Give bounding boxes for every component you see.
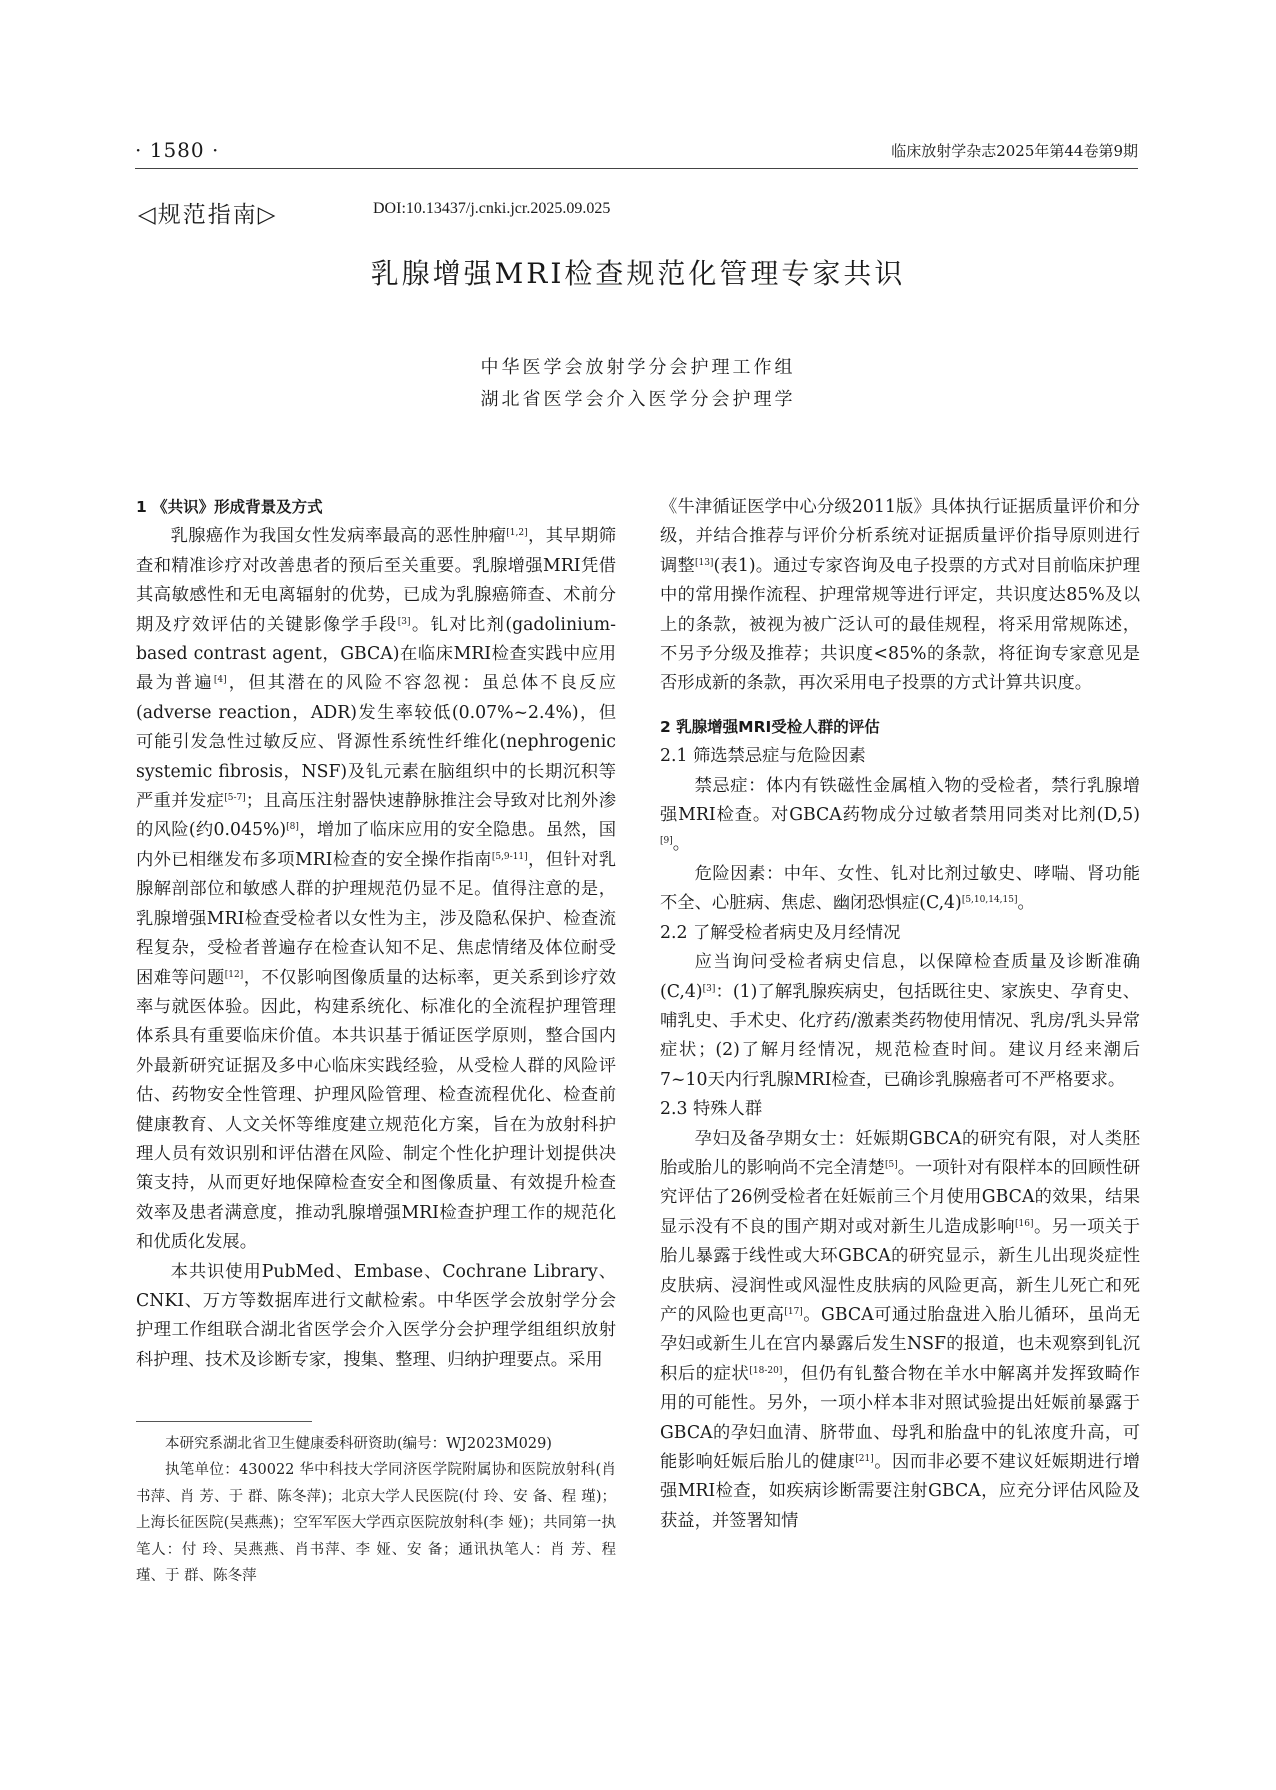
subsection-heading-2-2: 2.2 了解受检者病史及月经情况 [660, 922, 901, 943]
citation: [21] [855, 1454, 874, 1464]
paragraph-methods: 本共识使用PubMed、Embase、Cochrane Library、CNKI、万方等数据库进行文献检索。中华医学会放射学分会护理工作组联合湖北省医学会介入医学分会护理学组组织放射科护理、技术及诊断专家，搜集、整理、归纳护理要点。采用 [136, 1261, 616, 1370]
journal-name: 临床放射学杂志2025年第44卷第9期 [891, 142, 1138, 160]
citation: [3] [397, 616, 411, 627]
section-tag: ◁规范指南▷ [138, 202, 278, 228]
citation: [4] [213, 675, 227, 686]
citation: [3] [702, 983, 716, 994]
citation: [1,2] [506, 528, 528, 539]
paragraph-risk-factors: 危险因素：中年、女性、钆对比剂过敏史、哮喘、肾功能不全、心脏病、焦虑、幽闭恐惧症(C,4)[5,10,14,15]。 [660, 863, 1140, 914]
footnote-funding: 本研究系湖北省卫生健康委科研资助(编号：WJ2023M029) [165, 1436, 552, 1452]
header-rule [135, 168, 1138, 169]
citation: [9] [660, 836, 673, 847]
footnote-affiliations: 执笔单位：430022 华中科技大学同济医学院附属协和医院放射科(肖书萍、肖 芳、于 群、陈冬萍)；北京大学人民医院(付 玲、安 备、程 瑾)；上海长征医院(吴燕燕)；空军军医大学西京医院放射科(李 娅)；共同第一执笔人：付 玲、吴燕燕、肖书萍、李 娅、安 备；通讯执笔人：肖 芳、程 瑾、于 群、陈冬萍 [136, 1462, 616, 1585]
citation: [16] [1015, 1218, 1034, 1229]
doi: DOI:10.13437/j.cnki.jcr.2025.09.025 [373, 200, 611, 217]
citation: [18-20] [749, 1365, 783, 1376]
left-column [136, 493, 616, 1375]
citation: [5,9-11] [491, 851, 528, 862]
section-heading-1: 1 《共识》形成背景及方式 [136, 498, 323, 516]
citation: [17] [784, 1306, 803, 1317]
paragraph-background: 乳腺癌作为我国女性发病率最高的恶性肿瘤[1,2]，其早期筛查和精准诊疗对改善患者的预后至关重要。乳腺增强MRI凭借其高敏感性和无电离辐射的优势，已成为乳腺癌筛查、术前分期及疗效评估的关键影像学手段[3]。钆对比剂(gadolinium-based contrast agent，GBCA)在临床MRI检查实践中应用最为普遍[4]，但其潜在的风险不容忽视：虽总体不良反应(adverse reaction，ADR)发生率较低(0.07%~2.4%)，但可能引发急性过敏反应、肾源性系统性纤维化(nephrogenic systemic fibrosis，NSF)及钆元素在脑组织中的长期沉积等严重并发症[5-7]；且高压注射器快速静脉推注会导致对比剂外渗的风险(约0.045%)[8]，增加了临床应用的安全隐患。虽然，国内外已相继发布多项MRI检查的安全操作指南[5,9-11]，但针对乳腺解剖部位和敏感人群的护理规范仍显不足。值得注意的是，乳腺增强MRI检查受检者以女性为主，涉及隐私保护、检查流程复杂，受检者普遍存在检查认知不足、焦虑情绪及体位耐受困难等问题[12]，不仅影响图像质量的达标率，更关系到诊疗效率与就医体验。因此，构建系统化、标准化的全流程护理管理体系具有重要临床价值。本共识基于循证医学原则，整合国内外最新研究证据及多中心临床实践经验，从受检人群的风险评估、药物安全性管理、护理风险管理、检查流程优化、检查前健康教育、人文关怀等维度建立规范化方案，旨在为放射科护理人员有效识别和评估潜在风险、制定个性化护理计划提供决策支持，从而更好地保障检查安全和图像质量、有效提升检查效率及患者满意度，推动乳腺增强MRI检查护理工作的规范化和优质化发展。 [136, 526, 616, 1253]
author-line-2: 湖北省医学会介入医学分会护理学 [480, 389, 796, 410]
author-block [0, 352, 1276, 416]
paragraph-history: 应当询问受检者病史信息，以保障检查质量及诊断准确(C,4)[3]：(1)了解乳腺疾病史，包括既往史、家族史、孕育史、哺乳史、手术史、化疗药/激素类药物使用情况、乳房/乳头异常症状；(2)了解月经情况，规范检查时间。建议月经来潮后7~10天内行乳腺MRI检查，已确诊乳腺癌者可不严格要求。 [660, 952, 1140, 1090]
article-title: 乳腺增强MRI检查规范化管理专家共识 [370, 257, 906, 290]
citation: [5-7] [224, 793, 246, 804]
citation: [8] [286, 822, 299, 833]
citation: [5] [884, 1159, 898, 1170]
paragraph-grading: 《牛津循证医学中心分级2011版》具体执行证据质量评价和分级，并结合推荐与评价分析系统对证据质量评价指导原则进行调整[13](表1)。通过专家咨询及电子投票的方式对目前临床护理中的常用操作流程、护理常规等进行评定，共识度达85%及以上的条款，被视为被广泛认可的最佳规程，将采用常规陈述，不另予分级及推荐；共识度<85%的条款，将征询专家意见是否形成新的条款，再次采用电子投票的方式计算共识度。 [660, 497, 1140, 694]
section-heading-2: 2 乳腺增强MRI受检人群的评估 [660, 717, 880, 736]
citation: [5,10,14,15] [961, 895, 1018, 906]
citation: [13] [694, 557, 714, 568]
subsection-heading-2-1: 2.1 筛选禁忌症与危险因素 [660, 746, 866, 767]
running-head [135, 138, 1138, 166]
footnote-rule [136, 1421, 312, 1422]
citation: [12] [224, 969, 244, 980]
right-column [660, 493, 1140, 1536]
page-number: · 1580 · [135, 138, 220, 162]
author-line-1: 中华医学会放射学分会护理工作组 [480, 357, 796, 378]
subsection-heading-2-3: 2.3 特殊人群 [660, 1099, 763, 1120]
paragraph-pregnancy: 孕妇及备孕期女士：妊娠期GBCA的研究有限，对人类胚胎或胎儿的影响尚不完全清楚[5]。一项针对有限样本的回顾性研究评估了26例受检者在妊娠前三个月使用GBCA的效果，结果显示没有不良的围产期对或对新生儿造成影响[16]。另一项关于胎儿暴露于线性或大环GBCA的研究显示，新生儿出现炎症性皮肤病、浸润性或风湿性皮肤病的风险更高，新生儿死亡和死产的风险也更高[17]。GBCA可通过胎盘进入胎儿循环，虽尚无孕妇或新生儿在宫内暴露后发生NSF的报道，也未观察到钆沉积后的症状[18-20]，但仍有钆螯合物在羊水中解离并发挥致畸作用的可能性。另外，一项小样本非对照试验提出妊娠前暴露于GBCA的孕妇血清、脐带血、母乳和胎盘中的钆浓度升高，可能影响妊娠后胎儿的健康[21]。因而非必要不建议妊娠期进行增强MRI检查，如疾病诊断需要注射GBCA，应充分评估风险及获益，并签署知情 [660, 1128, 1140, 1531]
paragraph-contraindication: 禁忌症：体内有铁磁性金属植入物的受检者，禁行乳腺增强MRI检查。对GBCA药物成分过敏者禁用同类对比剂(D,5)[9]。 [660, 775, 1140, 855]
footnote [136, 1431, 616, 1589]
